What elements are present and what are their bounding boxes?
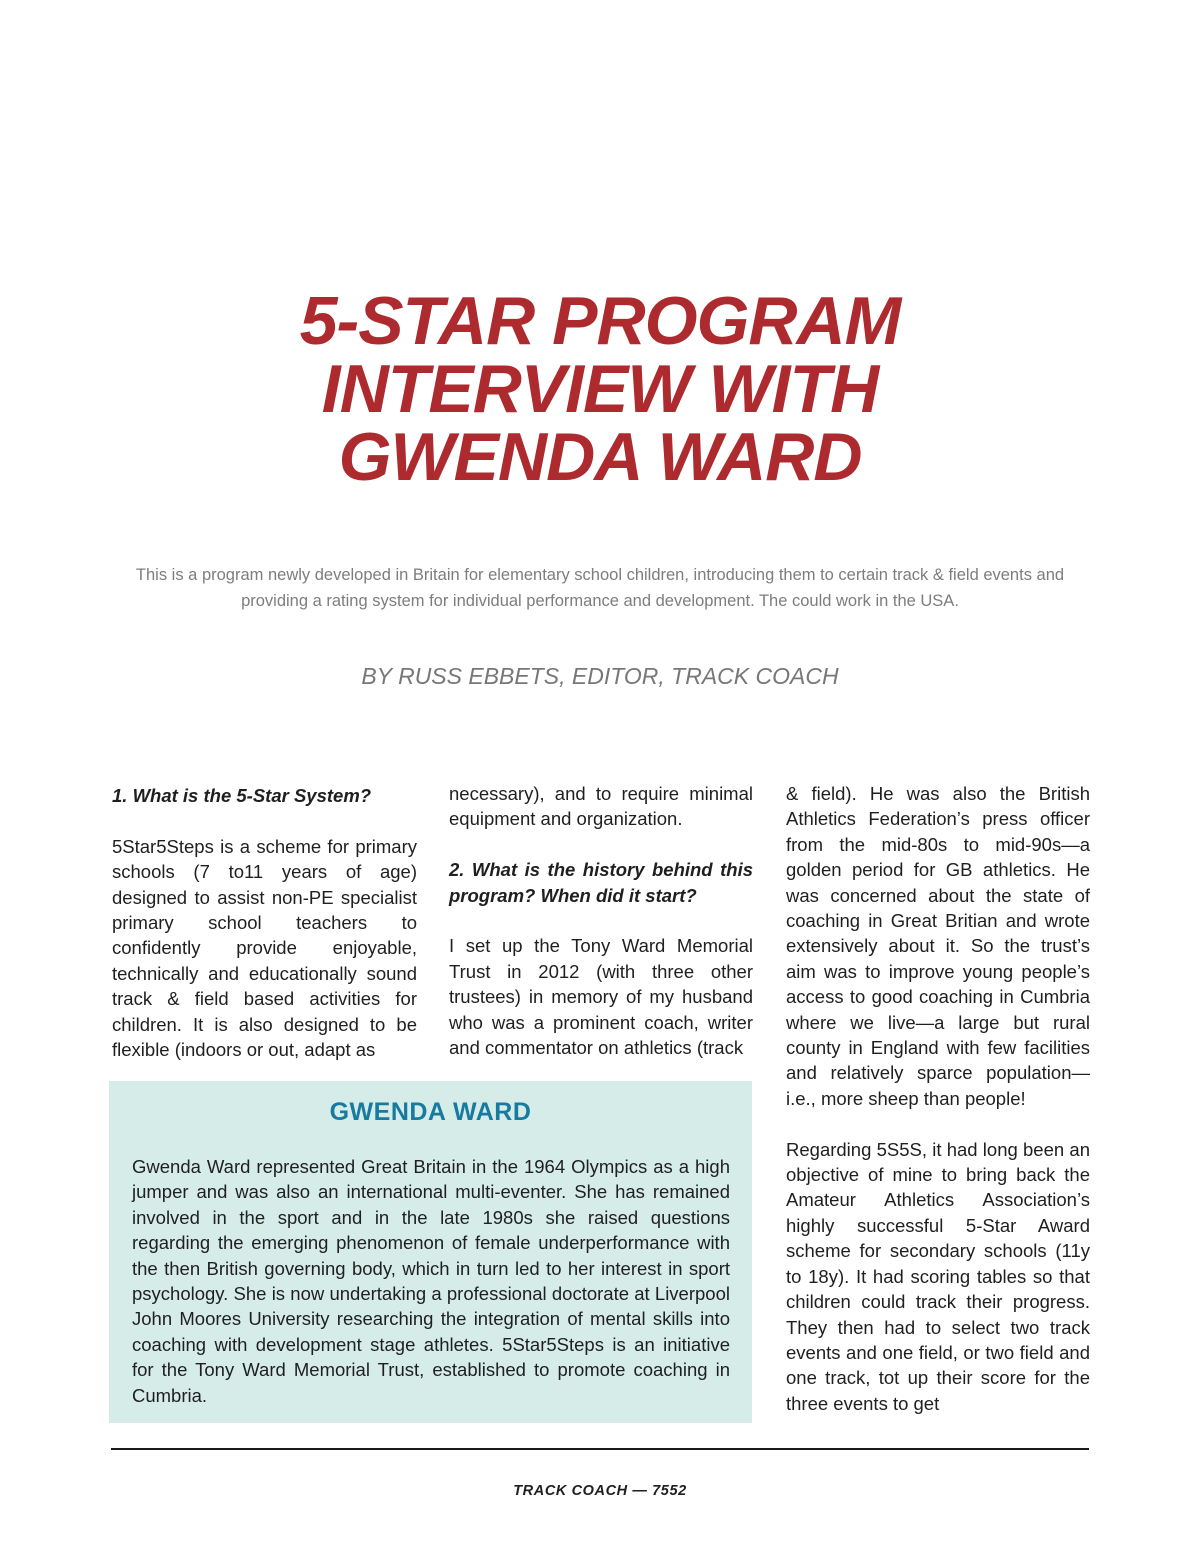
question-1-heading: 1. What is the 5-Star System? <box>112 785 372 806</box>
footer-divider <box>111 1448 1089 1450</box>
page-footer: TRACK COACH — 7552 <box>513 1483 687 1499</box>
text-column-2 <box>449 781 753 1060</box>
answer-2-paragraph: I set up the Tony Ward Memorial Trust in 2012 (with three other trustees) in memory of my husband who was a prominent coach, writer and commentator on athletics (track <box>449 935 753 1059</box>
title-line-3: GWENDA WARD <box>338 419 862 495</box>
question-2-heading: 2. What is the history behind this program? When did it start? <box>449 859 753 906</box>
paragraph-spacer <box>786 1111 1090 1136</box>
answer-2-paragraph-2: Regarding 5S5S, it had long been an objective of mine to bring back the Amateur Athletics Association’s highly successful 5-Star Award scheme for secondary schools (11y to 18y). It had scoring tables so that children could track their progress. They then had to select two track events and one field, or two field and one track, tot up their score for the three events to get <box>786 1138 1090 1414</box>
sidebar-bio-text: Gwenda Ward represented Great Britain in the 1964 Olympics as a high jumper and was also an international multi-eventer. She has remained involved in the sport and in the late 1980s she raised questions regarding the emerging phenomenon of female underperformance with the then British governing body, which in turn led to her interest in sport psychology. She is now undertaking a professional doctorate at Liverpool John Moores University researching the integration of mental skills into coaching with development stage athletes. 5Star5Steps is an initiative for the Tony Ward Memorial Trust, established to promote coaching in Cumbria. <box>132 1156 730 1406</box>
paragraph-spacer <box>449 908 753 933</box>
article-intro: This is a program newly developed in Britain for elementary school children, introducing them to certain track & field events and providing a rating system for individual performance and development. The could work in the USA. <box>135 566 1065 610</box>
text-column-3 <box>786 781 1090 1416</box>
answer-1-continued: necessary), and to require minimal equipment and organization. <box>449 783 753 830</box>
title-line-1: 5-STAR PROGRAM <box>299 283 901 359</box>
answer-2-continued: & field). He was also the British Athletics Federation’s press officer from the mid-80s to mid-90s—a golden period for GB athletics. He was concerned about the state of coaching in Great Britian and wrote extensively about it. So the trust’s aim was to improve young people’s access to good coaching in Cumbria where we live—a large but rural county in England with few facilities and relatively sparce population—i.e., more sheep than people! <box>786 783 1090 1109</box>
sidebar-title: GWENDA WARD <box>329 1098 532 1126</box>
answer-1-paragraph: 5Star5Steps is a scheme for primary schools (7 to11 years of age) designed to assist non-PE specialist primary school teachers to confidently provide enjoyable, technically and educationally sound track & field based activities for children. It is also designed to be flexible (indoors or out, adapt as <box>112 835 417 1061</box>
text-column-1 <box>112 783 417 1062</box>
article-title <box>0 283 1200 495</box>
paragraph-spacer <box>449 832 753 857</box>
bio-sidebar <box>109 1081 752 1423</box>
paragraph-spacer <box>112 808 417 833</box>
title-line-2: INTERVIEW WITH <box>321 351 879 427</box>
article-byline: BY RUSS EBBETS, EDITOR, TRACK COACH <box>361 663 839 689</box>
